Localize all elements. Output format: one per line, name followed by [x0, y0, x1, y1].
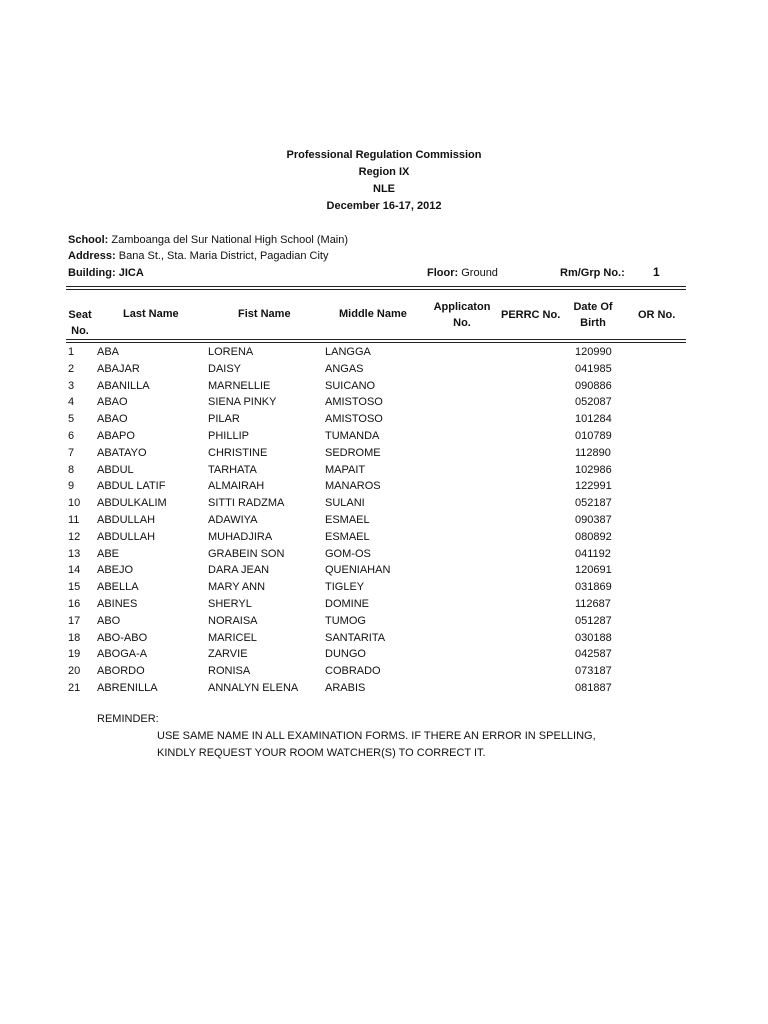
col-or-header: OR No.: [638, 309, 676, 321]
middle-name-cell: MANAROS: [325, 480, 381, 493]
middle-name-cell: ESMAEL: [325, 530, 370, 543]
dob-cell: 080892: [575, 530, 612, 543]
seat-cell: 16: [68, 597, 81, 610]
room-value: 1: [653, 265, 660, 279]
table-row: [0, 529, 768, 546]
table-row: [0, 394, 768, 411]
last-name-cell: ABE: [97, 547, 120, 560]
address-label: Address:: [68, 250, 116, 262]
dob-cell: 081887: [575, 681, 612, 694]
dob-cell: 120990: [575, 346, 612, 358]
table-row: [0, 428, 768, 445]
school-label: School:: [68, 234, 109, 246]
table-row: [0, 663, 768, 680]
first-name-cell: DARA JEAN: [208, 564, 270, 577]
last-name-cell: ABAO: [97, 396, 128, 409]
header-rule-top-2: [66, 289, 686, 290]
seat-cell: 5: [68, 413, 75, 426]
header-rule-bottom-2: [66, 342, 686, 343]
last-name-cell: ABRENILLA: [97, 681, 158, 694]
last-name-cell: ABDULLAH: [97, 530, 156, 543]
last-name-cell: ABEJO: [97, 564, 134, 577]
table-row: [0, 478, 768, 495]
table-row: [0, 613, 768, 630]
address-value: Bana St., Sta. Maria District, Pagadian City: [118, 250, 329, 262]
seat-cell: 13: [68, 547, 81, 560]
table-row: [0, 546, 768, 563]
room-label: Rm/Grp No.:: [560, 267, 625, 279]
middle-name-cell: TIGLEY: [325, 581, 365, 594]
dob-cell: 090886: [575, 379, 612, 392]
first-name-cell: ALMAIRAH: [208, 480, 265, 493]
examinee-table-body: [0, 344, 768, 697]
table-row: [0, 411, 768, 428]
dob-cell: 051287: [575, 614, 612, 627]
dob-cell: 010789: [575, 429, 612, 442]
middle-name-cell: AMISTOSO: [325, 413, 383, 426]
middle-name-cell: DUNGO: [325, 648, 366, 661]
seat-cell: 17: [68, 614, 81, 627]
first-name-cell: CHRISTINE: [208, 446, 268, 459]
last-name-cell: ABAO: [97, 413, 128, 426]
building-line: [68, 265, 144, 281]
middle-name-cell: SULANI: [325, 497, 365, 510]
building-label: Building: JICA: [68, 267, 144, 279]
middle-name-cell: TUMANDA: [325, 429, 380, 442]
first-name-cell: MARNELLIE: [208, 379, 271, 392]
floor-label: Floor:: [427, 267, 459, 279]
first-name-cell: MUHADJIRA: [208, 530, 273, 543]
col-seat-line1: Seat: [68, 309, 92, 321]
org-title: Professional Regulation Commission: [286, 149, 482, 161]
dob-cell: 102986: [575, 463, 612, 476]
last-name-cell: ABORDO: [97, 665, 145, 678]
first-name-cell: DAISY: [208, 362, 242, 375]
first-name-cell: SIENA PINKY: [208, 396, 277, 409]
seat-cell: 8: [68, 463, 75, 476]
reminder-title: REMINDER:: [97, 713, 159, 725]
first-name-cell: SITTI RADZMA: [208, 497, 285, 510]
first-name-cell: ADAWIYA: [208, 513, 258, 526]
dob-cell: 112687: [575, 597, 611, 610]
last-name-cell: ABELLA: [97, 581, 139, 594]
col-seat-header: [62, 307, 98, 339]
dob-cell: 041192: [575, 547, 611, 560]
first-name-cell: PILAR: [208, 413, 240, 426]
table-row: [0, 512, 768, 529]
col-middle-header: Middle Name: [339, 308, 407, 320]
seat-cell: 12: [68, 530, 81, 543]
first-name-cell: TARHATA: [208, 463, 257, 476]
document-header: [0, 147, 768, 215]
last-name-cell: ABDUL: [97, 463, 134, 476]
col-app-header: [425, 299, 499, 331]
col-perrc-header: PERRC No.: [501, 309, 561, 321]
col-last-header: Last Name: [123, 308, 179, 320]
dob-cell: 042587: [575, 648, 612, 661]
table-row: [0, 579, 768, 596]
last-name-cell: ABANILLA: [97, 379, 150, 392]
dob-cell: 052087: [575, 396, 612, 409]
middle-name-cell: COBRADO: [325, 665, 381, 678]
table-row: [0, 462, 768, 479]
col-first-header: Fist Name: [238, 308, 291, 320]
first-name-cell: RONISA: [208, 665, 251, 678]
last-name-cell: ABATAYO: [97, 446, 147, 459]
first-name-cell: SHERYL: [208, 597, 252, 610]
seat-cell: 7: [68, 446, 75, 459]
first-name-cell: MARY ANN: [208, 581, 266, 594]
seat-cell: 2: [68, 362, 75, 375]
table-row: [0, 562, 768, 579]
first-name-cell: MARICEL: [208, 631, 257, 644]
floor-line: [427, 265, 498, 281]
seat-cell: 1: [68, 346, 75, 358]
region-title: Region IX: [358, 166, 410, 178]
seat-cell: 6: [68, 429, 75, 442]
address-line: [68, 248, 328, 264]
last-name-cell: ABO-ABO: [97, 631, 148, 644]
school-value: Zamboanga del Sur National High School (Main): [111, 234, 349, 246]
dob-cell: 112890: [575, 446, 611, 459]
dob-cell: 120691: [575, 564, 612, 577]
seat-cell: 19: [68, 648, 81, 661]
middle-name-cell: DOMINE: [325, 597, 369, 610]
dob-cell: 052187: [575, 497, 612, 510]
last-name-cell: ABO: [97, 614, 121, 627]
table-row: [0, 495, 768, 512]
col-seat-line2: No.: [71, 325, 89, 337]
seat-cell: 9: [68, 480, 75, 493]
reminder-line-1: USE SAME NAME IN ALL EXAMINATION FORMS. IF THERE AN ERROR IN SPELLING,: [157, 730, 596, 742]
col-dob-header: [563, 299, 623, 331]
seat-cell: 14: [68, 564, 81, 577]
school-line: [68, 232, 348, 248]
dob-cell: 090387: [575, 513, 612, 526]
seat-cell: 3: [68, 379, 75, 392]
middle-name-cell: LANGGA: [325, 346, 371, 358]
middle-name-cell: AMISTOSO: [325, 396, 383, 409]
reminder-line-2: KINDLY REQUEST YOUR ROOM WATCHER(S) TO CORRECT IT.: [157, 747, 486, 759]
dob-cell: 122991: [575, 480, 612, 493]
last-name-cell: ABAJAR: [97, 362, 140, 375]
exam-title: NLE: [373, 183, 395, 195]
middle-name-cell: QUENIAHAN: [325, 564, 391, 577]
seat-cell: 4: [68, 396, 75, 409]
dob-cell: 101284: [575, 413, 612, 426]
middle-name-cell: SEDROME: [325, 446, 381, 459]
dob-cell: 041985: [575, 362, 612, 375]
middle-name-cell: GOM-OS: [325, 547, 371, 560]
last-name-cell: ABDULKALIM: [97, 497, 167, 510]
middle-name-cell: ANGAS: [325, 362, 364, 375]
middle-name-cell: ESMAEL: [325, 513, 370, 526]
first-name-cell: ANNALYN ELENA: [208, 681, 299, 694]
table-row: [0, 680, 768, 697]
last-name-cell: ABOGA-A: [97, 648, 148, 661]
first-name-cell: GRABEIN SON: [208, 547, 285, 560]
table-row: [0, 646, 768, 663]
table-row: [0, 630, 768, 647]
middle-name-cell: SANTARITA: [325, 631, 386, 644]
dob-cell: 073187: [575, 665, 612, 678]
seat-cell: 21: [68, 681, 81, 694]
table-row: [0, 361, 768, 378]
last-name-cell: ABINES: [97, 597, 138, 610]
middle-name-cell: SUICANO: [325, 379, 376, 392]
room-line: [560, 265, 625, 281]
table-row: [0, 378, 768, 395]
col-app-line1: Applicaton: [433, 301, 491, 313]
last-name-cell: ABDUL LATIF: [97, 480, 166, 493]
middle-name-cell: MAPAIT: [325, 463, 366, 476]
seat-cell: 20: [68, 665, 81, 678]
seat-cell: 18: [68, 631, 81, 644]
table-row: [0, 596, 768, 613]
first-name-cell: LORENA: [208, 346, 254, 358]
col-app-line2: No.: [453, 317, 471, 329]
table-row: [0, 344, 768, 361]
dob-cell: 030188: [575, 631, 612, 644]
header-rule-bottom: [66, 339, 686, 340]
first-name-cell: PHILLIP: [208, 429, 249, 442]
floor-value: Ground: [461, 267, 498, 279]
exam-date: December 16-17, 2012: [326, 200, 442, 212]
first-name-cell: ZARVIE: [208, 648, 248, 661]
seat-cell: 15: [68, 581, 81, 594]
last-name-cell: ABA: [97, 346, 120, 358]
last-name-cell: ABAPO: [97, 429, 135, 442]
last-name-cell: ABDULLAH: [97, 513, 156, 526]
table-row: [0, 445, 768, 462]
middle-name-cell: TUMOG: [325, 614, 366, 627]
first-name-cell: NORAISA: [208, 614, 258, 627]
col-dob-line2: Birth: [580, 317, 606, 329]
dob-cell: 031869: [575, 581, 612, 594]
seat-cell: 11: [68, 513, 80, 526]
middle-name-cell: ARABIS: [325, 681, 366, 694]
header-rule-top: [66, 286, 686, 287]
col-dob-line1: Date Of: [573, 301, 613, 313]
seat-cell: 10: [68, 497, 81, 510]
